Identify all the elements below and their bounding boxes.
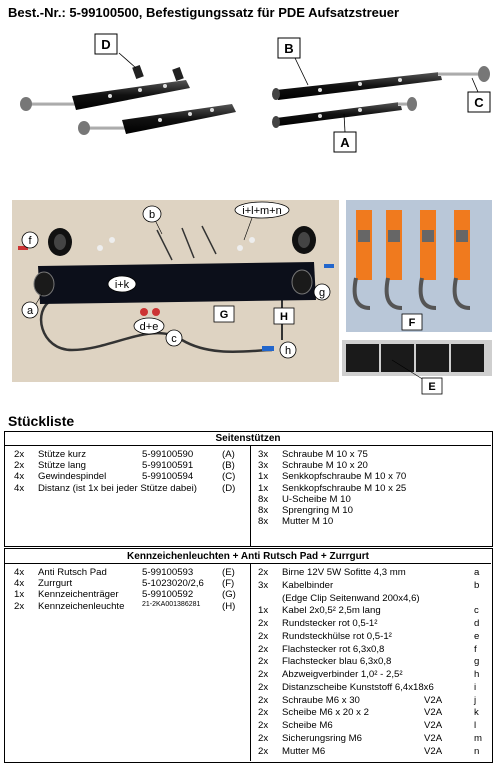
part-code: (H) <box>222 600 236 612</box>
part-code: j <box>474 694 477 706</box>
part-code: (D) <box>222 482 236 494</box>
part-name: Kennzeichenleuchte <box>38 600 125 612</box>
part-code: (A) <box>222 449 235 460</box>
part-code: (B) <box>222 460 235 472</box>
part-name: U-Scheibe M 10 <box>282 493 351 505</box>
part-name: (Edge Clip Seitenwand 200x4,6) <box>282 592 420 604</box>
part-name: Zurrgurt <box>38 578 73 590</box>
part-qty: 2x <box>258 567 269 578</box>
part-name: Senkkopfschraube M 10 x 70 <box>282 471 407 483</box>
license-plate-carrier-photo <box>12 200 339 382</box>
part-number: 5-99100590 <box>142 449 194 460</box>
part-name: Scheibe M6 x 20 x 2 <box>282 707 369 719</box>
part-qty: 8x <box>258 505 269 516</box>
svg-text:i+l+m+n: i+l+m+n <box>242 205 282 217</box>
part-name: Stütze kurz <box>38 449 86 460</box>
svg-text:d+e: d+e <box>139 321 159 333</box>
part-name: Anti Rutsch Pad <box>38 567 107 578</box>
part-material: V2A <box>424 694 443 706</box>
part-name: Mutter M6 <box>282 745 326 757</box>
part-code: i <box>474 681 477 693</box>
part-qty: 3x <box>258 579 269 591</box>
part-material: V2A <box>424 732 443 744</box>
callout-c: C <box>474 95 484 110</box>
part-qty: 2x <box>258 681 269 693</box>
part-qty: 2x <box>258 732 269 744</box>
callout-f: F <box>408 317 416 329</box>
part-qty: 2x <box>258 643 269 655</box>
part-qty: 4x <box>14 482 25 494</box>
part-code: e <box>474 630 480 642</box>
lashing-straps-photo <box>346 200 492 332</box>
part-qty: 1x <box>258 605 269 617</box>
part-number: 5-1023020/2,6 <box>142 578 204 590</box>
part-name: Flachstecker blau 6,3x0,8 <box>282 656 392 668</box>
part-name: Kennzeichenträger <box>38 589 119 601</box>
lighting-parts-header: Kennzeichenleuchten + Anti Rutsch Pad + Zurrgurt <box>5 550 491 564</box>
part-code: (E) <box>222 567 235 578</box>
anti-slip-pads-photo <box>342 340 492 396</box>
callout-e: E <box>428 381 436 393</box>
part-code: h <box>474 669 480 681</box>
part-name: Gewindespindel <box>38 471 107 483</box>
svg-text:g: g <box>318 287 326 299</box>
part-name: Sprengring M 10 <box>282 505 353 516</box>
part-code: (F) <box>222 578 235 590</box>
part-qty: 4x <box>14 471 25 483</box>
part-name: Senkkopfschraube M 10 x 25 <box>282 482 407 494</box>
part-code: f <box>474 643 477 655</box>
svg-text:f: f <box>28 235 32 247</box>
part-name: Rundsteckhülse rot 0,5-1² <box>282 630 392 642</box>
part-material: V2A <box>424 720 443 732</box>
part-qty: 8x <box>258 516 269 528</box>
callout-d: D <box>101 37 111 52</box>
part-name: Stütze lang <box>38 460 87 472</box>
part-code: l <box>474 720 477 732</box>
svg-text:a: a <box>26 305 34 317</box>
part-qty: 2x <box>258 707 269 719</box>
part-qty: 1x <box>258 471 269 483</box>
part-qty: 2x <box>14 600 25 612</box>
svg-text:c: c <box>171 333 177 345</box>
part-code: (C) <box>222 471 236 483</box>
parts-list-heading: Stückliste <box>8 413 75 429</box>
part-name: Distanzscheibe Kunststoff 6,4x18x6 <box>282 681 434 693</box>
part-number: 5-99100593 <box>142 567 194 578</box>
support-parts-header: Seitenstützen <box>5 432 491 446</box>
document-title: Best.-Nr.: 5-99100500, Befestigungssatz für PDE Aufsatzstreuer <box>8 5 400 20</box>
part-qty: 1x <box>258 482 269 494</box>
part-qty: 3x <box>258 449 269 460</box>
part-qty: 3x <box>258 460 269 472</box>
callout-b: B <box>284 41 294 56</box>
lighting-parts-table <box>4 548 493 763</box>
part-name: Rundstecker rot 0,5-1² <box>282 618 378 630</box>
svg-text:H: H <box>280 311 288 323</box>
part-code: d <box>474 618 480 630</box>
part-code: (G) <box>222 589 236 601</box>
short-support-upper <box>20 80 190 111</box>
callout-a: A <box>340 135 350 150</box>
part-code: c <box>474 605 479 617</box>
part-qty: 2x <box>258 656 269 668</box>
spacer-parts <box>132 65 184 81</box>
part-qty: 2x <box>258 630 269 642</box>
part-name: Kabelbinder <box>282 579 334 591</box>
part-code: b <box>474 579 480 591</box>
part-name: Birne 12V 5W Sofitte 4,3 mm <box>282 567 406 578</box>
part-number: 5-99100592 <box>142 589 194 601</box>
svg-text:h: h <box>284 345 292 357</box>
svg-text:b: b <box>148 209 156 221</box>
part-material: V2A <box>424 745 443 757</box>
part-name: Flachstecker rot 6,3x0,8 <box>282 643 385 655</box>
part-qty: 8x <box>258 493 269 505</box>
part-number: 21-2KA001386281 <box>142 600 201 608</box>
part-name: Schraube M6 x 30 <box>282 694 360 706</box>
long-support-upper <box>272 66 490 100</box>
support-parts-illustration <box>0 28 497 158</box>
svg-text:i+k: i+k <box>114 279 130 291</box>
short-support-lower <box>78 104 236 135</box>
part-number: 5-99100591 <box>142 460 194 472</box>
part-code: n <box>474 745 480 757</box>
part-name: Sicherungsring M6 <box>282 732 362 744</box>
part-qty: 2x <box>258 720 269 732</box>
svg-text:G: G <box>219 309 229 321</box>
part-name: Distanz (ist 1x bei jeder Stütze dabei) <box>38 482 197 494</box>
part-name: Mutter M 10 <box>282 516 334 528</box>
part-material: V2A <box>424 707 443 719</box>
part-qty: 4x <box>14 567 25 578</box>
part-code: m <box>474 732 482 744</box>
part-qty: 2x <box>258 669 269 681</box>
part-qty: 2x <box>258 694 269 706</box>
part-name: Kabel 2x0,5² 2,5m lang <box>282 605 381 617</box>
part-name: Schraube M 10 x 20 <box>282 460 368 472</box>
part-number: 5-99100594 <box>142 471 194 483</box>
part-qty: 2x <box>14 460 25 472</box>
part-code: g <box>474 656 480 668</box>
part-code: a <box>474 567 480 578</box>
part-code: k <box>474 707 479 719</box>
part-qty: 2x <box>14 449 25 460</box>
part-name: Scheibe M6 <box>282 720 333 732</box>
part-qty: 4x <box>14 578 25 590</box>
part-name: Schraube M 10 x 75 <box>282 449 368 460</box>
part-qty: 2x <box>258 618 269 630</box>
part-qty: 2x <box>258 745 269 757</box>
part-name: Abzweigverbinder 1,0² - 2,5² <box>282 669 403 681</box>
part-qty: 1x <box>14 589 25 601</box>
